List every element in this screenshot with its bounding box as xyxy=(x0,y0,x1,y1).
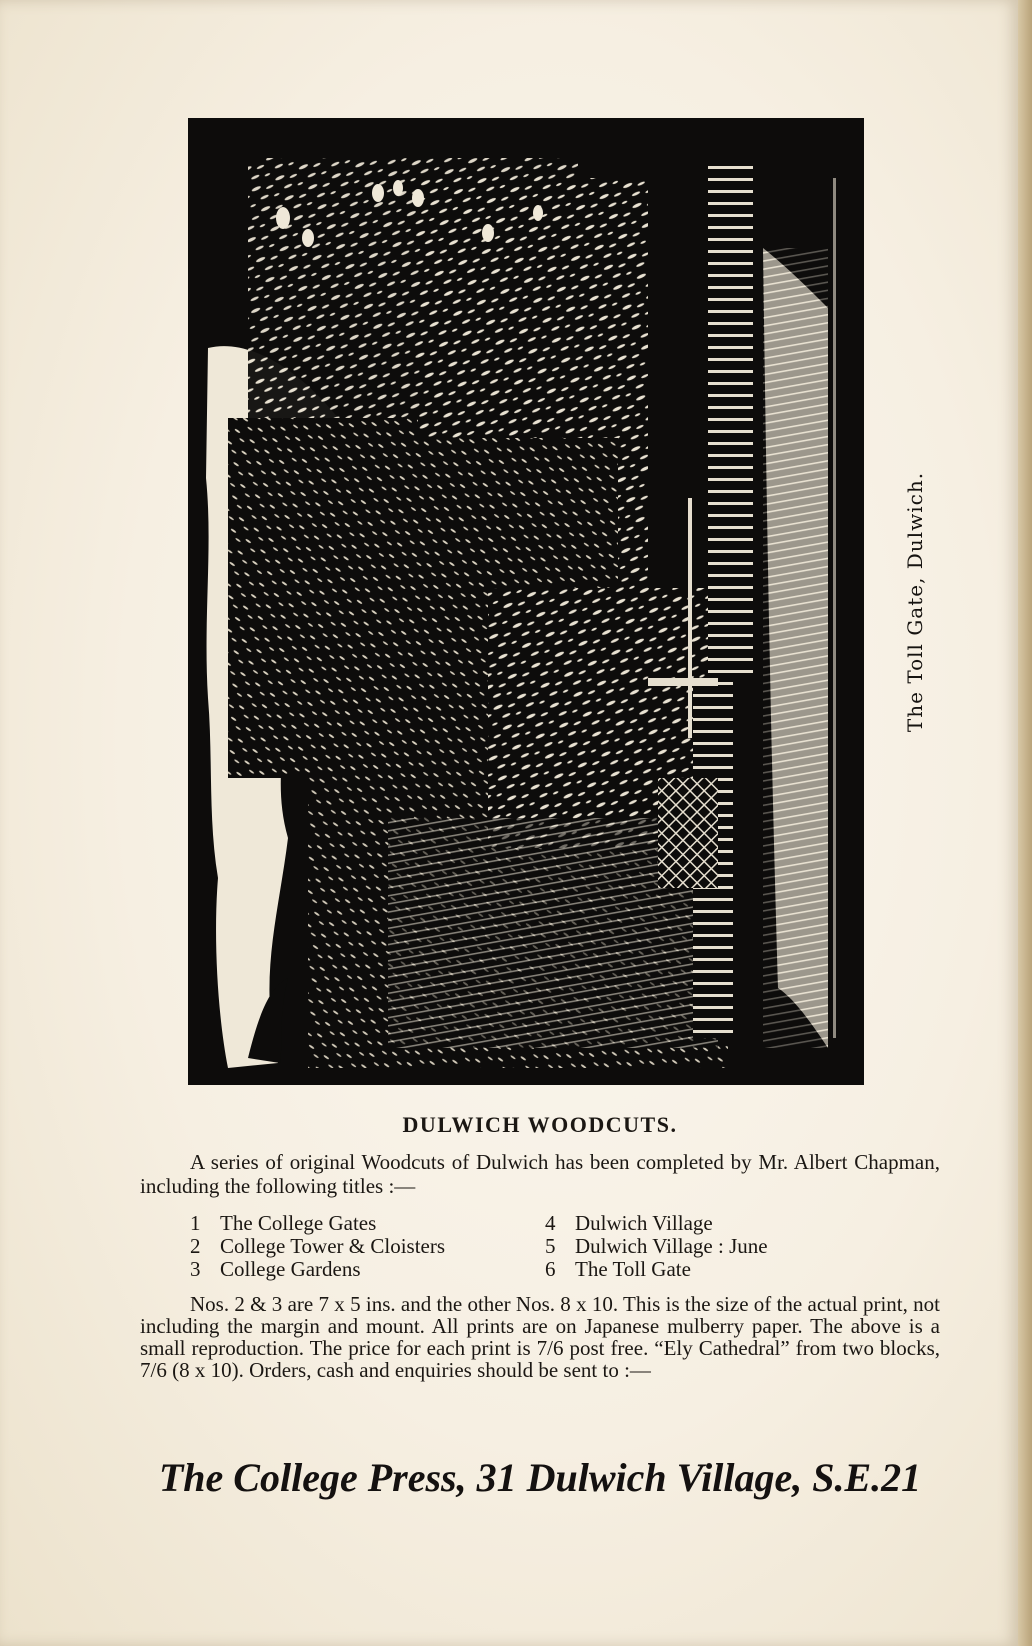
list-item xyxy=(545,1235,845,1258)
intro-paragraph: A series of original Woodcuts of Dulwich has been completed by Mr. Albert Chapman, including the following titles :— xyxy=(140,1150,940,1198)
title-number: 6 xyxy=(545,1257,556,1281)
title-name: College Gardens xyxy=(220,1257,361,1281)
list-item xyxy=(190,1212,545,1235)
advertisement-body xyxy=(140,1112,940,1381)
title-name: College Tower & Cloisters xyxy=(220,1234,446,1258)
title-name: Dulwich Village : June xyxy=(575,1234,768,1258)
list-item xyxy=(545,1212,845,1235)
toll-gate-woodcut-image xyxy=(188,118,864,1085)
titles-list xyxy=(190,1212,940,1281)
title-name: The College Gates xyxy=(220,1211,377,1235)
list-item xyxy=(190,1258,545,1281)
details-paragraph: Nos. 2 & 3 are 7 x 5 ins. and the other Nos. 8 x 10. This is the size of the actual print, not including the margin and mount. All prints are on Japanese mulberry paper. The above is a small reproduction. The price for each print is 7/6 post free. “Ely Cathedral” from two blocks, 7/6 (8 x 10). Orders, cash and enquiries should be sent to :— xyxy=(140,1292,940,1382)
title-name: The Toll Gate xyxy=(575,1257,691,1281)
list-item xyxy=(545,1258,845,1281)
woodcut-illustration xyxy=(188,118,864,1085)
title-number: 4 xyxy=(545,1211,556,1235)
list-item xyxy=(190,1235,545,1258)
title-number: 2 xyxy=(190,1234,201,1258)
title-number: 5 xyxy=(545,1234,556,1258)
page-edge xyxy=(1018,0,1032,1646)
article-heading: DULWICH WOODCUTS. xyxy=(402,1112,678,1137)
caption-text: The Toll Gate, Dulwich. xyxy=(903,471,927,733)
title-number: 1 xyxy=(190,1211,201,1235)
title-number: 3 xyxy=(190,1257,201,1281)
title-name: Dulwich Village xyxy=(575,1211,713,1235)
publisher-address: The College Press, 31 Dulwich Village, S.E.21 xyxy=(158,1455,922,1500)
